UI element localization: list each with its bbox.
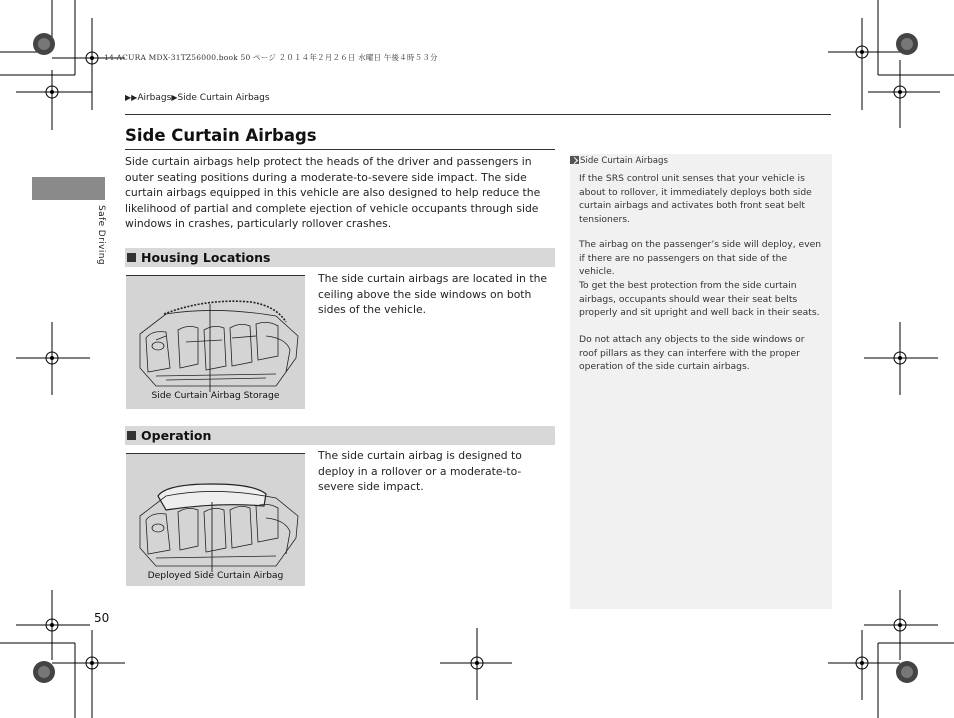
note-paragraph: The airbag on the passenger’s side will deploy, even if there are no passengers on that side of the vehicle. [579, 239, 822, 278]
car-interior-deployed-illustration [126, 454, 305, 587]
intro-paragraph: Side curtain airbags help protect the heads of the driver and passengers in outer seating positions during a moderate-to-severe side impact. The side curtain airbags equipped in this vehicle are also designed to help reduce the likelihood of partial and complete ejection of vehicle occupants through side windows in crashes, particularly rollover crashes. [125, 155, 541, 231]
note-box [570, 154, 832, 609]
breadcrumb [125, 93, 270, 103]
section-heading-operation: Operation [125, 426, 555, 445]
page-title: Side Curtain Airbags [125, 126, 317, 145]
page-number: 50 [94, 611, 110, 625]
note-paragraph: To get the best protection from the side curtain airbags, occupants should wear their seat belts properly and sit upright and well back in their seats. [579, 280, 820, 319]
title-rule [125, 149, 555, 150]
breadcrumb-separator-icon: ▶ [171, 93, 178, 102]
print-header: 14 ACURA MDX-31TZ56000.book 50 ページ ２０１４年２月２６日 水曜日 午後４時５３分 [104, 53, 438, 62]
section-label: Safe Driving [96, 205, 106, 265]
note-paragraph: If the SRS control unit senses that your vehicle is about to rollover, it immediately deploys both side curtain airbags and activates both front seat belt tensioners. [579, 173, 812, 225]
figure-caption-deployed: Deployed Side Curtain Airbag [147, 570, 284, 581]
breadcrumb-arrow-icon: ▶▶ [125, 93, 138, 102]
operation-text: The side curtain airbag is designed to deploy in a rollover or a moderate-to-severe side impact. [318, 449, 522, 494]
figure-caption-storage: Side Curtain Airbag Storage [151, 390, 280, 401]
breadcrumb-link-side-curtain[interactable]: Side Curtain Airbags [177, 93, 270, 103]
reference-arrow-icon [570, 156, 579, 164]
header-rule [125, 114, 831, 115]
breadcrumb-link-airbags[interactable]: Airbags [137, 93, 172, 103]
section-tab [32, 177, 105, 200]
square-bullet-icon [127, 431, 136, 440]
housing-text: The side curtain airbags are located in the ceiling above the side windows on both sides of the vehicle. [318, 272, 548, 317]
figure-deployed-airbag [126, 453, 305, 586]
note-paragraph: Do not attach any objects to the side windows or roof pillars as they can interfere with the proper operation of the side curtain airbags. [579, 334, 805, 373]
square-bullet-icon [127, 253, 136, 262]
note-heading: Side Curtain Airbags [570, 156, 668, 166]
section-heading-housing: Housing Locations [125, 248, 555, 267]
figure-airbag-storage [126, 275, 305, 409]
